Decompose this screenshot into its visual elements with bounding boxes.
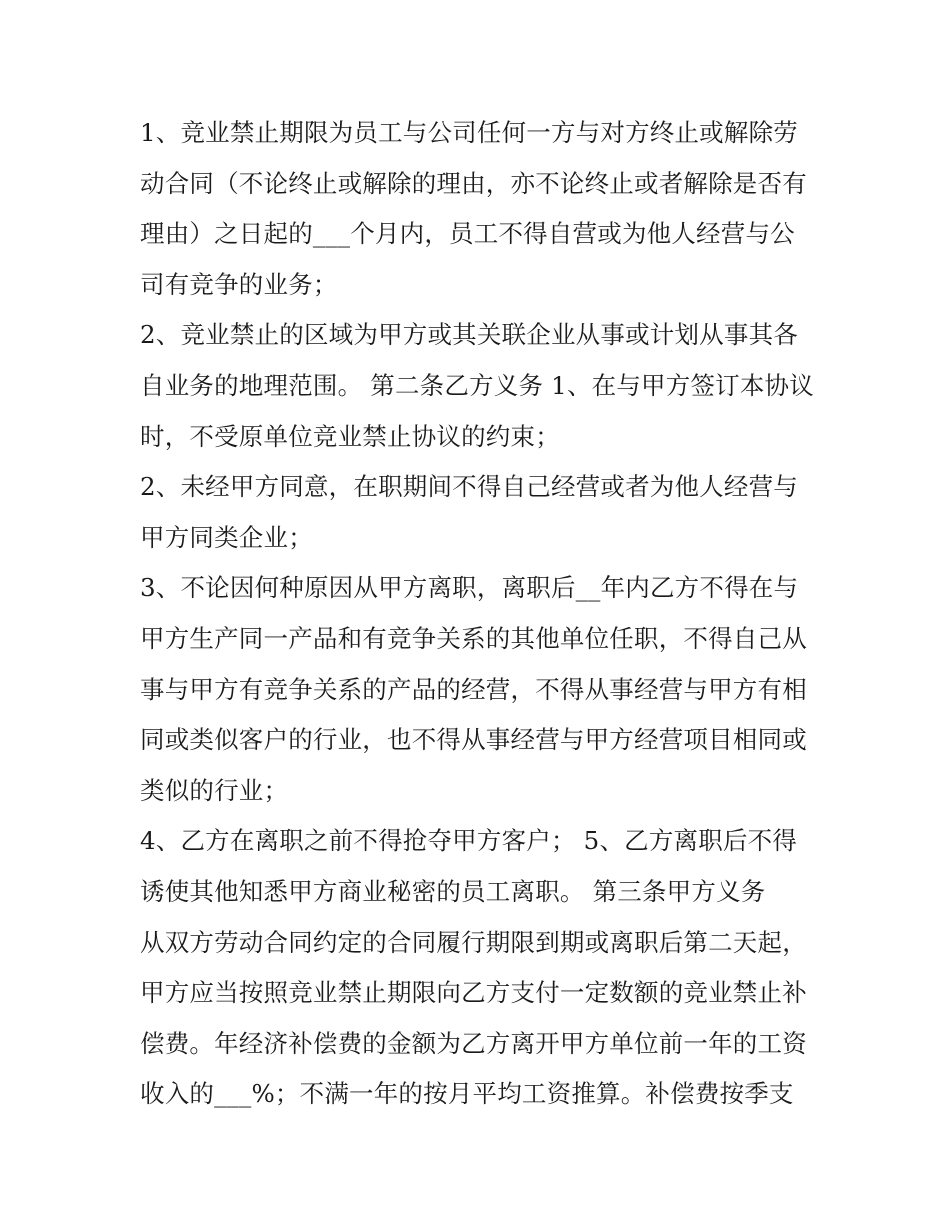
text-line: 司有竞争的业务； (140, 269, 338, 299)
text-line: 2、未经甲方同意，在职期间不得自己经营或者为他人经营与 (140, 472, 798, 502)
text-line: 自业务的地理范围。 第二条乙方义务 1、在与甲方签订本协议 (140, 370, 814, 400)
text-line: 事与甲方有竞争关系的产品的经营，不得从事经营与甲方有相 (140, 674, 807, 704)
text-line: 理由）之日起的___个月内，员工不得自营或为他人经营与公 (140, 219, 795, 249)
text-line: 类似的行业； (140, 775, 289, 805)
text-line: 收入的___%；不满一年的按月平均工资推算。补偿费按季支 (140, 1079, 794, 1109)
text-line: 1、竞业禁止期限为员工与公司任何一方与对方终止或解除劳 (140, 118, 798, 147)
text-line: 2、竞业禁止的区域为甲方或其关联企业从事或计划从事其各 (140, 320, 798, 350)
text-line: 3、不论因何种原因从甲方离职，离职后__年内乙方不得在与 (140, 573, 799, 603)
text-line: 诱使其他知悉甲方商业秘密的员工离职。 第三条甲方义务 (140, 876, 766, 906)
text-line: 从双方劳动合同约定的合同履行期限到期或离职后第二天起， (140, 927, 807, 957)
text-line: 甲方生产同一产品和有竞争关系的其他单位任职，不得自己从 (140, 623, 807, 653)
text-line: 动合同（不论终止或解除的理由，亦不论终止或者解除是否有 (140, 168, 807, 198)
text-line: 同或类似客户的行业，也不得从事经营与甲方经营项目相同或 (140, 725, 807, 755)
text-line: 时，不受原单位竞业禁止协议的约束； (140, 421, 560, 451)
text-line: 偿费。年经济补偿费的金额为乙方离开甲方单位前一年的工资 (140, 1028, 807, 1058)
text-line: 甲方同类企业； (140, 522, 313, 552)
text-line: 4、乙方在离职之前不得抢夺甲方客户； 5、乙方离职后不得 (140, 826, 798, 856)
text-line: 甲方应当按照竞业禁止期限向乙方支付一定数额的竞业禁止补 (140, 978, 807, 1008)
document-body (140, 108, 820, 1120)
